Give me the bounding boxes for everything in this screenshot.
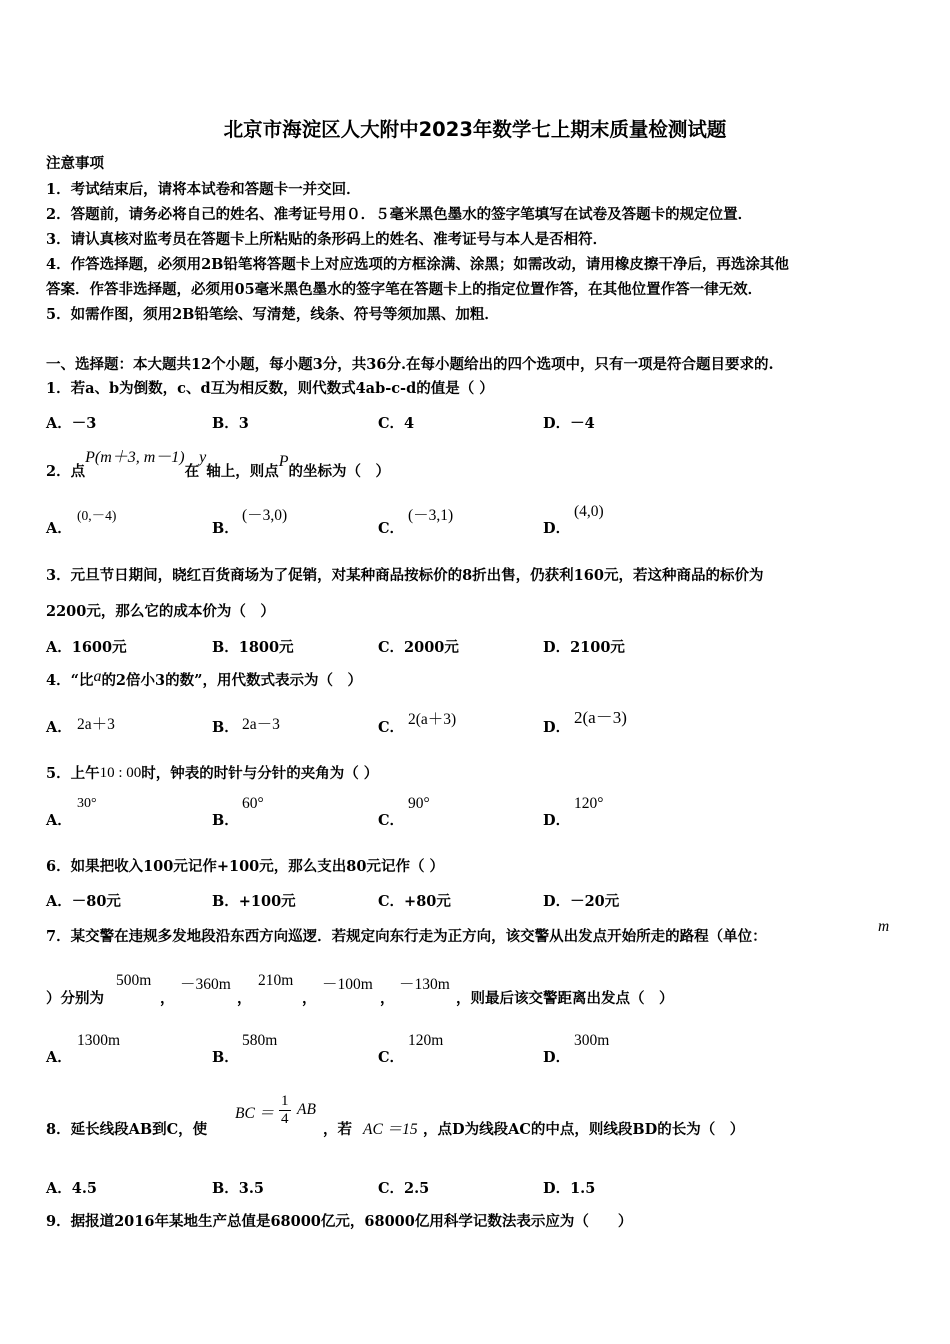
q5-post: 时，钟表的时针与分针的夹角为（ ） (141, 765, 379, 782)
q8-option-d[interactable]: D．1.5 (543, 1180, 596, 1197)
q5-option-c[interactable]: C． (378, 812, 405, 829)
question-7-stem-cont: ）分别为 (46, 990, 104, 1007)
q7-option-d[interactable]: D． (543, 1049, 571, 1066)
q8-fraction (279, 1093, 291, 1128)
q5-pre: 5．上午 (46, 765, 100, 782)
q5-option-b-value: 60° (242, 795, 264, 812)
q7-separator: ， (237, 990, 252, 1007)
q3-option-d[interactable]: D．2100元 (543, 639, 625, 656)
q5-option-d-value: 120° (574, 795, 604, 812)
notice-item: 2．答题前，请务必将自己的姓名、准考证号用０．５毫米黑色墨水的签字笔填写在试卷及答题卡的规定位置． (46, 206, 753, 223)
q1-option-a[interactable]: A．－3 (46, 415, 97, 432)
q7-option-b-value: 580m (242, 1032, 278, 1049)
q5-option-a-value: 30° (77, 796, 97, 811)
question-4-stem (46, 669, 362, 690)
q2-option-b-value: (－3,0) (242, 507, 288, 524)
question-3-stem: 3．元旦节日期间，晓红百货商场为了促销，对某种商品按标价的8折出售，仍获利160元，若这种商品的标价为 (46, 567, 764, 584)
q8-ac: AC ＝15 (363, 1121, 418, 1138)
q7-distance: －360m (180, 976, 231, 993)
q2-pre: 2．点 (46, 463, 86, 480)
question-9-stem: 9．据报道2016年某地生产总值是68000亿元，68000亿用科学记数法表示应为（ ） (46, 1213, 633, 1230)
question-8-stem: 8．延长线段AB到C，使 (46, 1121, 208, 1138)
question-6-stem: 6．如果把收入100元记作+100元，那么支出80元记作（ ） (46, 858, 444, 875)
q7-option-c-value: 120m (408, 1032, 444, 1049)
q8-bc: BC ＝ (235, 1105, 275, 1122)
q8-frac-den: 4 (281, 1111, 289, 1127)
notice-heading: 注意事项 (46, 155, 104, 172)
q3-option-a[interactable]: A．1600元 (46, 639, 127, 656)
q8-mid: ，若 (323, 1121, 352, 1138)
notice-item: 5．如需作图，须用2B铅笔绘、写清楚，线条、符号等须加黑、加粗． (46, 306, 499, 323)
q4-post: 的2倍小3的数”，用代数式表示为（ ） (101, 672, 362, 689)
q2-option-d[interactable]: D． (543, 520, 571, 537)
page-title: 北京市海淀区人大附中2023年数学七上期末质量检测试题 (223, 118, 727, 141)
q8-option-a[interactable]: A．4.5 (46, 1180, 97, 1197)
q4-pre: 4．“比 (46, 672, 94, 689)
q8-option-b[interactable]: B．3.5 (212, 1180, 264, 1197)
q7-option-b[interactable]: B． (212, 1049, 239, 1066)
q2-mid1: 在 (184, 463, 200, 480)
q7-distance: －100m (322, 976, 373, 993)
q7-stem-end: ，则最后该交警距离出发点（ ） (456, 990, 674, 1007)
q5-option-a[interactable]: A． (46, 812, 72, 829)
q6-option-c[interactable]: C．+80元 (378, 893, 451, 910)
q1-option-d[interactable]: D．－4 (543, 415, 595, 432)
q5-option-c-value: 90° (408, 795, 430, 812)
q1-option-c[interactable]: C．4 (378, 415, 415, 432)
q7-separator: ， (160, 990, 175, 1007)
q4-option-a-value: 2a＋3 (77, 716, 115, 733)
q1-option-b[interactable]: B．3 (212, 415, 249, 432)
q3-option-c[interactable]: C．2000元 (378, 639, 459, 656)
notice-item: 4．作答选择题，必须用2B铅笔将答题卡上对应选项的方框涂满、涂黑；如需改动，请用橡皮擦干净后，再选涂其他 (46, 256, 789, 273)
q2-post: 的坐标为（ ） (288, 463, 391, 480)
q2-option-c-value: (－3,1) (408, 507, 454, 524)
q4-option-b-value: 2a－3 (242, 716, 280, 733)
q7-option-a-value: 1300m (77, 1032, 121, 1049)
q2-p: P (278, 453, 289, 470)
q7-separator: ， (380, 990, 395, 1007)
q7-distance: 500m (116, 972, 152, 989)
question-1-stem: 1．若a、b为倒数，c、d互为相反数，则代数式4ab-c-d的值是（ ） (46, 380, 494, 397)
q5-option-b[interactable]: B． (212, 812, 239, 829)
q7-option-d-value: 300m (574, 1032, 610, 1049)
q7-option-a[interactable]: A． (46, 1049, 72, 1066)
q5-time: 10 : 00 (99, 765, 142, 781)
q7-separator: ， (302, 990, 317, 1007)
q2-option-a-value: (0,－4) (77, 508, 117, 523)
q3-option-b[interactable]: B．1800元 (212, 639, 294, 656)
q6-option-b[interactable]: B．+100元 (212, 893, 296, 910)
q8-option-c[interactable]: C．2.5 (378, 1180, 430, 1197)
q5-option-d[interactable]: D． (543, 812, 571, 829)
q7-unit: m (878, 918, 890, 935)
notice-item: 1．考试结束后，请将本试卷和答题卡一并交回． (46, 181, 361, 198)
q2-option-b[interactable]: B． (212, 520, 239, 537)
section-heading: 一、选择题：本大题共12个小题，每小题3分，共36分.在每小题给出的四个选项中，只有一项是符合题目要求的. (46, 356, 774, 373)
q4-option-d[interactable]: D． (543, 719, 571, 736)
q2-option-a[interactable]: A． (46, 520, 72, 537)
q4-option-d-value: 2(a－3) (574, 708, 627, 727)
question-2-stem (46, 449, 391, 481)
q2-mid2: 轴上，则点 (206, 463, 279, 480)
q8-ab: AB (297, 1101, 316, 1118)
q8-post: ，点D为线段AC的中点，则线段BD的长为（ ） (423, 1121, 745, 1138)
q7-option-c[interactable]: C． (378, 1049, 405, 1066)
q4-option-c-value: 2(a＋3) (408, 711, 457, 728)
q4-var: a (93, 668, 102, 685)
q4-option-b[interactable]: B． (212, 719, 239, 736)
q6-option-d[interactable]: D．－20元 (543, 893, 620, 910)
notice-item: 答案．作答非选择题，必须用05毫米黑色墨水的签字笔在答题卡上的指定位置作答，在其他位置作答一律无效． (46, 281, 763, 298)
q2-point: P(m＋3, m－1) (85, 449, 185, 466)
q2-axis: y (199, 449, 207, 466)
question-7-stem: 7．某交警在违规多发地段沿东西方向巡逻．若规定向东行走为正方向，该交警从出发点开始所走的路程（单位： (46, 928, 767, 945)
q4-option-c[interactable]: C． (378, 719, 405, 736)
q6-option-a[interactable]: A．－80元 (46, 893, 121, 910)
q8-frac-num: 1 (281, 1093, 289, 1109)
q2-option-c[interactable]: C． (378, 520, 405, 537)
q2-option-d-value: (4,0) (574, 503, 604, 520)
q4-option-a[interactable]: A． (46, 719, 72, 736)
notice-item: 3．请认真核对监考员在答题卡上所粘贴的条形码上的姓名、准考证号与本人是否相符． (46, 231, 608, 248)
question-3-stem-cont: 2200元，那么它的成本价为（ ） (46, 603, 275, 620)
question-5-stem (46, 762, 378, 783)
q7-distance: 210m (258, 972, 294, 989)
q7-distance: －130m (399, 976, 450, 993)
